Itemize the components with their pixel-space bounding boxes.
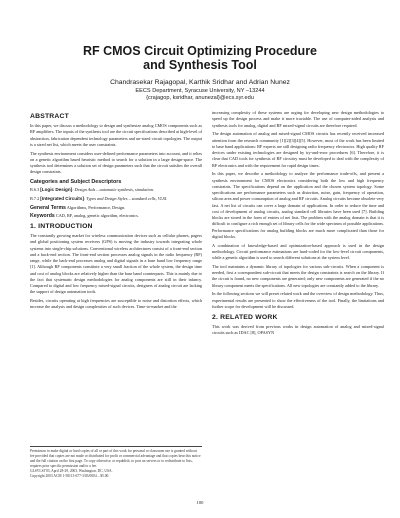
category-name: [Integrated Circuits]: [40, 195, 84, 201]
permission-text: Permission to make digital or hard copies of all or part of this work for personal or classroom use is granted without fee provided that copies are not made or distributed for profit or commercial advantage and that copies bear this notice and the full citation on the first page. To copy otherwise, or republish, to post on servers or to redistribute to lists, requires prior specific permission and/or a fee.: [30, 449, 201, 468]
body-paragraph: increasing complexity of these systems are urging for developing new design methodologies to speed up the design process and make it more tractable. The use of computer-aided analysis and synthesis tools for analog, digital and RF mixed-signal circuits are therefore required.: [212, 110, 384, 128]
categories-heading: Categories and Subject Descriptors: [30, 179, 122, 185]
body-paragraph: This work was derived from previous works in design automation of analog and mixed-signal circuits such as IDAC [8], OPASYN: [212, 323, 384, 335]
body-paragraph: Besides, circuits operating at high frequencies are susceptible to noise and distortion effects, which increase the analysis and design complexities of such devices. Time-to-market and the: [30, 298, 202, 310]
category-description: : Design Aids – automatic synthesis, simulation.: [72, 187, 155, 192]
category-code: B.6.3: [30, 187, 40, 192]
left-column: [30, 110, 202, 313]
category-entry: [30, 196, 202, 202]
author-emails: {crajagop, ksridhar, anunezal}@ecs.syr.edu: [146, 95, 254, 101]
copyright-line: Copyright 2003 ACM 1-58113-677-3/03/0004…$5.00.: [30, 474, 110, 478]
abstract-paragraph: In this paper, we discuss a methodology to design and synthesize analog CMOS components such as RF amplifiers. The inputs of the synthesis tool are the circuit specifications described at high-level of abstraction, fabrication dependent technology parameters and un-sized circuit topologies. The output is a sized net list, which meets the user constraints.: [30, 123, 203, 147]
category-description: : Types and Design Styles – standard cells, VLSI.: [83, 195, 168, 201]
affiliation: EECS Department, Syracuse University, NY –13244: [135, 88, 265, 94]
category-entry: [30, 187, 202, 193]
keywords: [30, 213, 202, 219]
copyright-notice: [30, 446, 202, 479]
body-paragraph: In the following sections we will preset related work and the overview of design methodology. Thus, experimental results are presented to show the effectiveness of the tool. Finally, the limitations and further scope for development will be discussed.: [212, 291, 384, 309]
body-paragraph: The design automation of analog and mixed-signal CMOS circuits has recently received increased attention from the research community [1][2][3][4][5]. However, most of the work has been limited to base band applications: RF experts are still designing radio frequency electronics. High quality RF devices under existing technologies are designed by try-and-error procedures [6]. Therefore, it is clear that CAD tools for synthesis of RF circuitry must be developed to deal with the complexity of RF electronics and with the requirement for rapid design times.: [212, 131, 384, 168]
body-paragraph: A combination of knowledge-based and optimization-based approach is used in the design methodology. Circuit performance estimations are hard-coded for the low-level circuit components, while a genetic algorithm is used to search different solutions at the system level.: [212, 242, 384, 260]
abstract-heading: ABSTRACT: [30, 113, 69, 120]
category-name: [Logic Design]: [40, 187, 73, 192]
keywords-label: Keywords: [30, 213, 55, 220]
keywords-text: CAD, RF, analog, genetic algorithm, electronics.: [55, 213, 139, 219]
category-code: B.7.2: [30, 195, 40, 201]
page-number: 100: [196, 500, 204, 505]
paper-title-line-2: and Synthesis Tool: [143, 58, 257, 72]
general-terms-text: Algorithms, Performance, Design.: [66, 204, 126, 210]
abstract-paragraph: The synthesis environment considers user-defined performance parameters into account, and it relies on a genetic algorithm based heuristic method to search for a solution in a large design-space. The synthesis tool determines a solution set of design parameters such that the circuit satisfies the overall design constraints.: [30, 150, 202, 175]
introduction-heading: 1. INTRODUCTION: [30, 223, 93, 230]
related-work-heading: 2. RELATED WORK: [212, 313, 278, 321]
paper-title-line-1: RF CMOS Circuit Optimizing Procedure: [82, 44, 318, 58]
author-list: Chandrasekar Rajagopal, Karthik Sridhar and Adrian Nunez: [110, 79, 290, 86]
general-terms: [30, 205, 202, 211]
body-paragraph: The constantly growing market for wireless communication devices such as cellular phones, pagers and global positioning system receivers (GPS) is moving the industry towards integrating whole systems into single-chip solutions. Conventional wireless architectures consist of a front-end section and a back-end section. The front-end section processes analog signals in the radio frequency (RF) range, while the back-end processes analog and digital signals in a base band low frequency range [1]. Although RF components constitute a very small fraction of the whole system, the design time and cost of analog blocks are relatively higher than the base band counterparts. This is mainly due to the fact that systematic design methodologies for analog components are still in their infancy. Compared to digital and low frequency mixed-signal circuits, designers of analog circuit are lacking the support of design automation tools.: [30, 233, 202, 295]
body-paragraph: The tool maintains a dynamic library of topologies for various sub-circuits. When a component is needed, first a correspondent sub-circuit that meets the design constraints is search on the library. If the circuit is found, no new components are generated; only new components are generated if the no library component meets the specifications. All new topologies are constantly added to the library.: [212, 263, 384, 288]
right-column: [212, 110, 384, 339]
conference-info: GLSVLSI’03, April 28-29, 2003, Washington, DC, USA.: [30, 469, 113, 473]
general-terms-label: General Terms: [30, 204, 66, 211]
body-paragraph: In this paper, we describe a methodology to analyze the performance trade-offs, and present a synthesis environment for CMOS electronics considering both the low and high frequency constraints. The specifications depend on the application and the chosen system topology. Some specifications are performance parameters such as distortion, noise, gain, frequency of operation, silicon area and power consumption of analog and RF circuits. Analog circuits become obsolete very fast. A net list of circuits can cover a large domain of applications. In order to reduce the time and cost of development of analog circuits, analog standard cell libraries have been used [7]. Building blocks are stored in the form of entries of net lists. The problem with the analog domain is that it is difficult to configure a rich enough set of library cells for the wide spectrum of possible applications. Performance specifications for analog building blocks are much more complicated than those for digital blocks.: [212, 171, 384, 239]
